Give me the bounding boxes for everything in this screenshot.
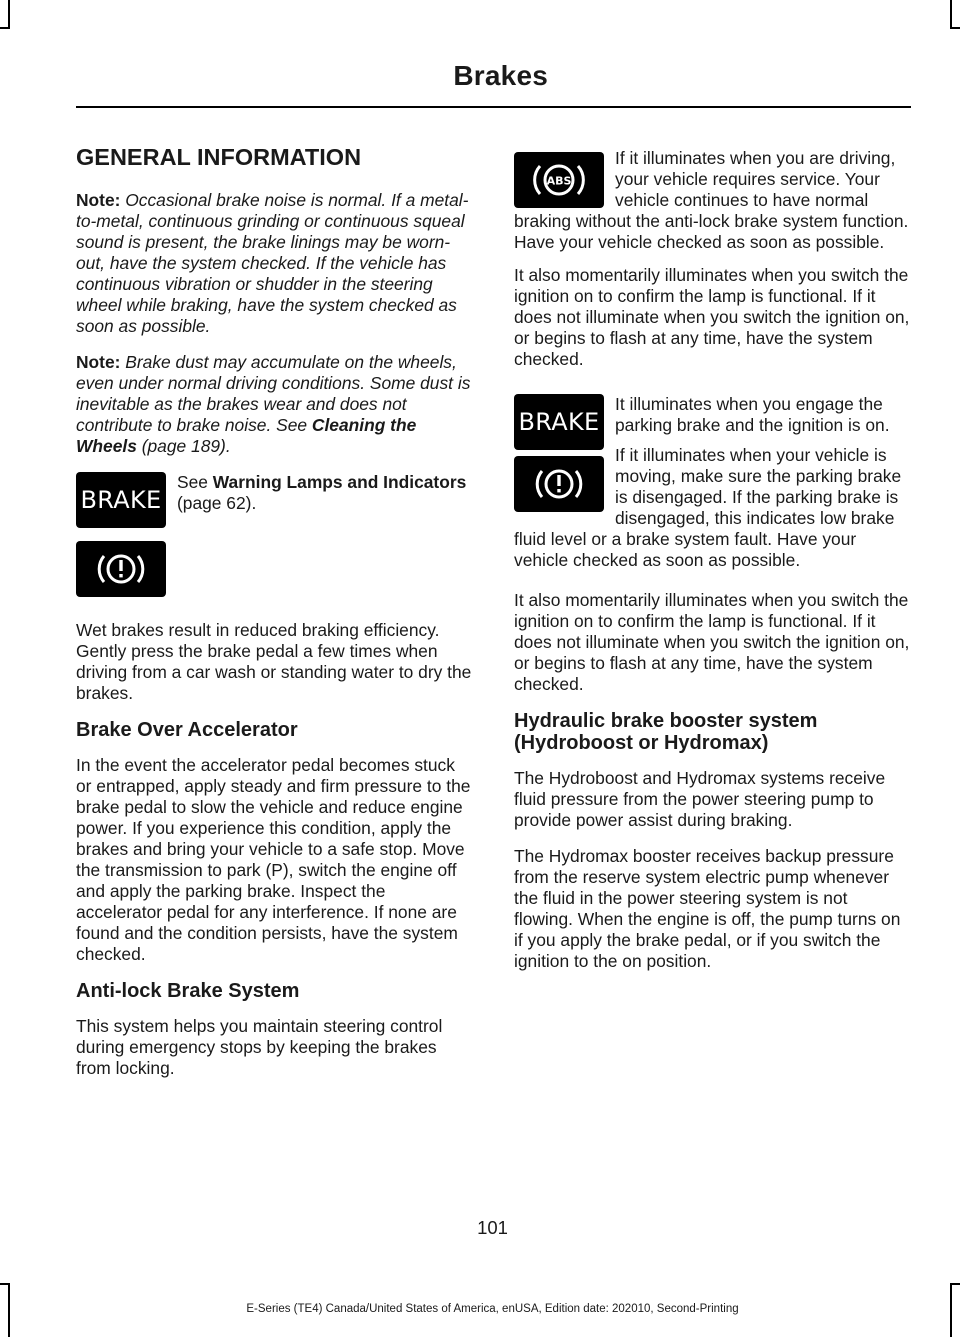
section-heading: GENERAL INFORMATION [76,144,362,170]
note-paragraph [76,190,472,337]
brake-system-warning-icon [514,456,604,512]
body-paragraph: In the event the accelerator pedal becomes stuck or entrapped, apply steady and firm pressure to the brake pedal to slow the vehicle and reduce engine power. If you experience this condition, apply the brakes and bring your vehicle to a safe stop. Move the transmission to park (P), switch the engine off and apply the parking brake. Inspect the accelerator pedal for any interference. If none are found and the condition persists, have the system checked. [76,755,471,965]
brake-icon-label: BRAKE [518,408,600,436]
brake-warning-icon [76,472,166,528]
note-paragraph [76,352,472,457]
body-paragraph: The Hydroboost and Hydromax systems receive fluid pressure from the power steering pump to provide power assist during braking. [514,768,886,830]
cross-reference-link[interactable]: Cleaning the Wheels [76,415,417,457]
body-paragraph: This system helps you maintain steering control during emergency stops by keeping the brakes from locking. [76,1016,443,1079]
brake-warning-icon [514,394,604,450]
abs-icon-label: ABS [546,174,572,188]
crop-mark [0,27,10,29]
see-reference [177,472,472,528]
wet-brakes-paragraph: Wet brakes result in reduced braking efficiency. Gently press the brake pedal a few times when driving from a car wash or standing water to dry the brakes. [76,620,472,704]
note-text: Brake dust may accumulate on the wheels, even under normal driving conditions. Some dust is inevitable as the brakes wear and does not contribute to brake noise. See [76,352,471,436]
body-paragraph: The Hydromax booster receives backup pressure from the reserve system electric pump whenever the fluid in the power steering system is not flowing. When the engine is off, the pump turns on if you apply the brake pedal, or if you switch the ignition to the on position. [514,846,901,971]
edition-info: E-Series (TE4) Canada/United States of America, enUSA, Edition date: 202010, Second-Printing [246,1303,739,1315]
crop-mark [950,1283,960,1285]
body-paragraph: It also momentarily illuminates when you switch the ignition on to confirm the lamp is functional. If it does not illuminate when you switch the ignition on, or begins to flash at any time, have the system checked. [514,590,910,694]
page-reference: (page 189). [136,436,231,457]
crop-mark [950,27,960,29]
brake-icon-label: BRAKE [80,486,162,515]
note-label: Note: [76,352,121,373]
page-number: 101 [477,1217,508,1238]
note-label: Note: [76,190,121,211]
section-heading: Hydraulic brake booster system (Hydroboost or Hydromax) [514,710,818,754]
page-title: Brakes [453,60,548,91]
cross-reference-link[interactable]: Warning Lamps and Indicators [212,472,467,493]
abs-lamp-paragraph: If it illuminates when you are driving, your vehicle requires service. Your vehicle continues to have normal braking without the anti-lock brake system function. Have your vehicle checked as soon as possible. [514,148,909,252]
section-heading: Brake Over Accelerator [76,719,298,742]
crop-mark [0,1283,10,1285]
warning-lamp-row [76,472,472,528]
brake-icon-stack [514,394,604,512]
body-paragraph: It also momentarily illuminates when you switch the ignition on to confirm the lamp is functional. If it does not illuminate when you switch the ignition on, or begins to flash at any time, have the system checked. [514,265,910,369]
note-text: Occasional brake noise is normal. If a metal-to-metal, continuous grinding or continuous squeal sound is present, the brake linings may be worn-out, have the system checked. If the vehicle has continuous vibration or shudder in the steering wheel while braking, have the system checked as soon as possible. [76,190,469,337]
see-prefix: See [177,472,213,493]
abs-lamp-block [514,148,910,253]
section-heading: Anti-lock Brake System [76,980,300,1003]
brake-lamp-block [514,394,910,571]
brake-system-warning-icon [76,541,166,597]
title-divider [76,106,911,108]
crop-mark [950,0,952,28]
abs-warning-icon [514,152,604,208]
right-column [514,148,910,987]
page-reference: (page 62). [177,493,257,514]
left-column [76,143,472,1094]
moving-vehicle-paragraph: If it illuminates when your vehicle is moving, make sure the parking brake is disengaged. If the parking brake is disengaged, this indicates low brake fluid level or a brake system fault. Have your vehicle checked as soon as possible. [514,445,902,570]
crop-mark [8,0,10,28]
parking-brake-paragraph: It illuminates when you engage the parking brake and the ignition is on. [615,394,890,435]
